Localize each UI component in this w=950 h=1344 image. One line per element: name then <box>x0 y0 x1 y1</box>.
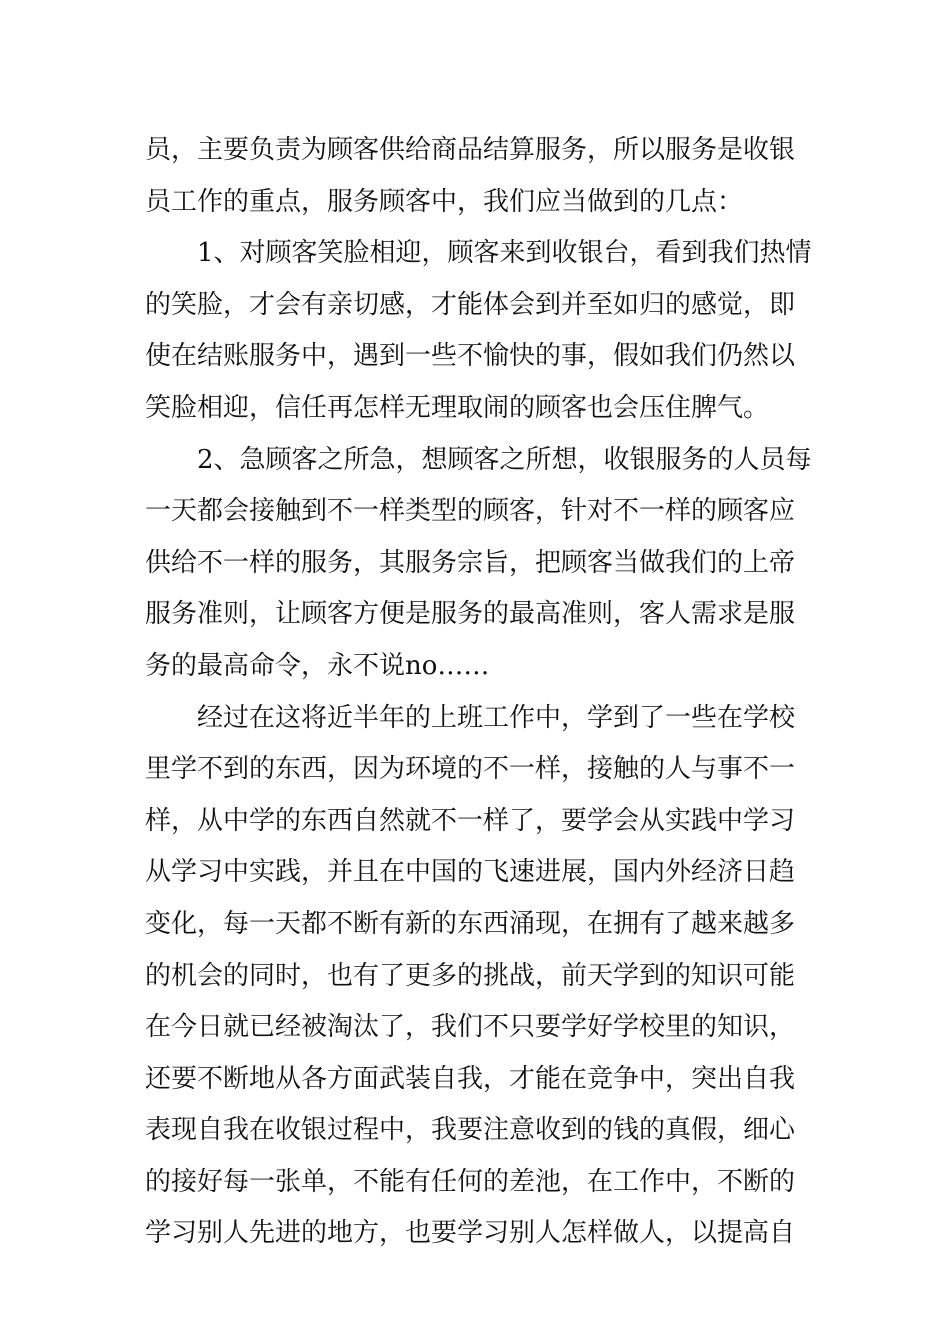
text-line: 员，主要负责为顾客供给商品结算服务，所以服务是收银 <box>145 135 796 165</box>
text-line: 员工作的重点，服务顾客中，我们应当做到的几点： <box>145 186 744 217</box>
text-line: 笑脸相迎，信任再怎样无理取闹的顾客也会压住脾气。 <box>145 392 770 423</box>
text-line: 使在结账服务中，遇到一些不愉快的事，假如我们仍然以 <box>145 341 796 372</box>
paragraph-start-line: 2、急顾客之所急，想顾客之所想，收银服务的人员每 <box>197 444 812 475</box>
text-line: 务的最高命令，永不说no…… <box>145 650 490 681</box>
text-line: 的笑脸，才会有亲切感，才能体会到并至如归的感觉，即 <box>145 289 796 320</box>
text-line: 从学习中实践，并且在中国的飞速进展，国内外经济日趋 <box>145 857 796 888</box>
text-line: 供给不一样的服务，其服务宗旨，把顾客当做我们的上帝 <box>145 547 796 578</box>
text-line: 变化，每一天都不断有新的东西涌现，在拥有了越来越多 <box>145 908 796 939</box>
text-line: 在今日就已经被淘汰了，我们不只要学好学校里的知识， <box>145 1012 796 1043</box>
text-line: 里学不到的东西，因为环境的不一样，接触的人与事不一 <box>145 754 796 785</box>
text-line: 还要不断地从各方面武装自我，才能在竞争中，突出自我 <box>145 1063 796 1094</box>
text-line: 学习别人先进的地方，也要学习别人怎样做人，以提高自 <box>145 1218 796 1249</box>
text-line: 的机会的同时，也有了更多的挑战，前天学到的知识可能 <box>145 960 796 991</box>
text-line: 一天都会接触到不一样类型的顾客，针对不一样的顾客应 <box>145 496 796 527</box>
text-line: 的接好每一张单，不能有任何的差池，在工作中，不断的 <box>145 1166 796 1197</box>
body-text <box>145 125 810 1260</box>
text-line: 服务准则，让顾客方便是服务的最高准则，客人需求是服 <box>145 599 796 630</box>
paragraph-start-line: 1、对顾客笑脸相迎，顾客来到收银台，看到我们热情 <box>197 238 812 269</box>
text-line: 表现自我在收银过程中，我要注意收到的钱的真假，细心 <box>145 1115 796 1146</box>
text-line: 样，从中学的东西自然就不一样了，要学会从实践中学习 <box>145 805 796 836</box>
paragraph-start-line: 经过在这将近半年的上班工作中，学到了一些在学校 <box>197 702 796 733</box>
